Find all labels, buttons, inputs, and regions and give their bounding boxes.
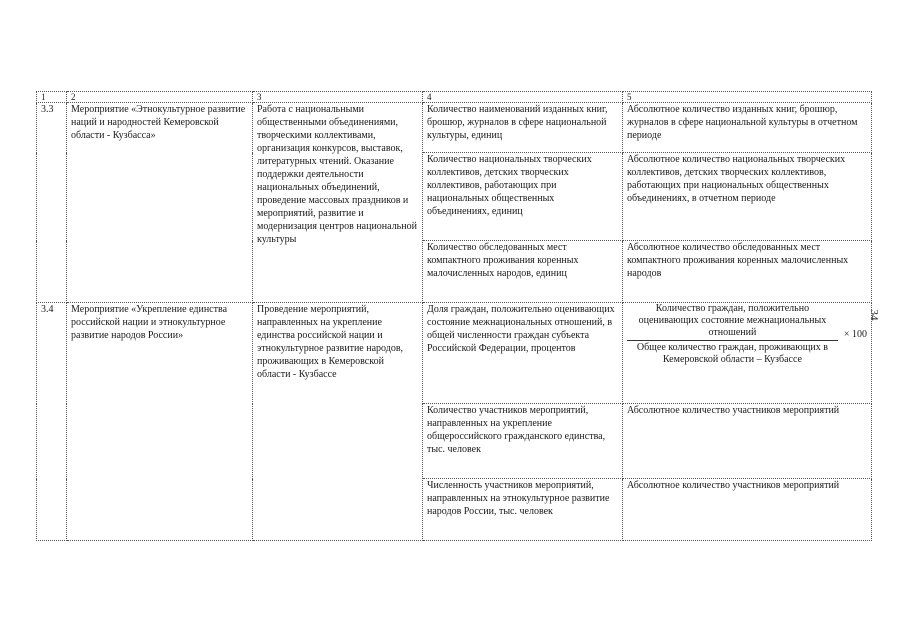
indicator-table	[36, 91, 872, 541]
indicator-formula	[623, 303, 872, 404]
event-description: Работа с национальными общественными объединениями, творческими коллективами, организация конкурсов, выставок, литературных чтений. Оказание поддержки деятельности национальных объединений, проведение массовых праздников и мероприятий, развитие и модернизация центров национальной культуры	[253, 103, 423, 303]
header-row	[37, 92, 872, 103]
table-row	[37, 303, 872, 404]
indicator-name: Доля граждан, положительно оценивающих состояние межнациональных отношений, в общей численности граждан субъекта Российской Федерации, процентов	[423, 303, 623, 404]
event-name: Мероприятие «Укрепление единства российской нации и этнокультурное развитие народов России»	[67, 303, 253, 541]
row-number: 3.4	[37, 303, 67, 541]
event-name: Мероприятие «Этнокультурное развитие наций и народностей Кемеровской области - Кузбасса»	[67, 103, 253, 303]
page-number: 34	[868, 309, 880, 321]
indicator-name: Количество национальных творческих коллективов, детских творческих коллективов, работающих при национальных общественных объединениях, единиц	[423, 153, 623, 241]
header-col-2: 2	[67, 92, 253, 103]
formula-numerator: Количество граждан, положительно оценивающих состояние межнациональных отношений	[627, 303, 838, 341]
indicator-name: Количество участников мероприятий, направленных на укрепление общероссийского гражданского единства, тыс. человек	[423, 404, 623, 479]
formula-multiplier: × 100	[843, 328, 867, 340]
event-description: Проведение мероприятий, направленных на укрепление единства российской нации и этнокультурное развитие народов, проживающих в Кемеровской области - Кузбассе	[253, 303, 423, 541]
header-col-4: 4	[423, 92, 623, 103]
indicator-method: Абсолютное количество участников мероприятий	[623, 479, 872, 541]
header-col-1: 1	[37, 92, 67, 103]
row-number: 3.3	[37, 103, 67, 303]
indicator-method: Абсолютное количество участников мероприятий	[623, 404, 872, 479]
header-col-5: 5	[623, 92, 872, 103]
indicator-method: Абсолютное количество изданных книг, брошюр, журналов в сфере национальной культуры в отчетном периоде	[623, 103, 872, 153]
indicator-name: Численность участников мероприятий, направленных на этнокультурное развитие народов России, тыс. человек	[423, 479, 623, 541]
formula-fraction	[627, 303, 838, 366]
indicator-method: Абсолютное количество национальных творческих коллективов, детских творческих коллективов, работающих при национальных общественных объединениях, в отчетном периоде	[623, 153, 872, 241]
table-row	[37, 103, 872, 153]
header-col-3: 3	[253, 92, 423, 103]
indicator-name: Количество обследованных мест компактного проживания коренных малочисленных народов, единиц	[423, 241, 623, 303]
indicator-method: Абсолютное количество обследованных мест компактного проживания коренных малочисленных народов	[623, 241, 872, 303]
formula-denominator: Общее количество граждан, проживающих в Кемеровской области – Кузбассе	[636, 342, 828, 365]
indicator-name: Количество наименований изданных книг, брошюр, журналов в сфере национальной культуры, единиц	[423, 103, 623, 153]
